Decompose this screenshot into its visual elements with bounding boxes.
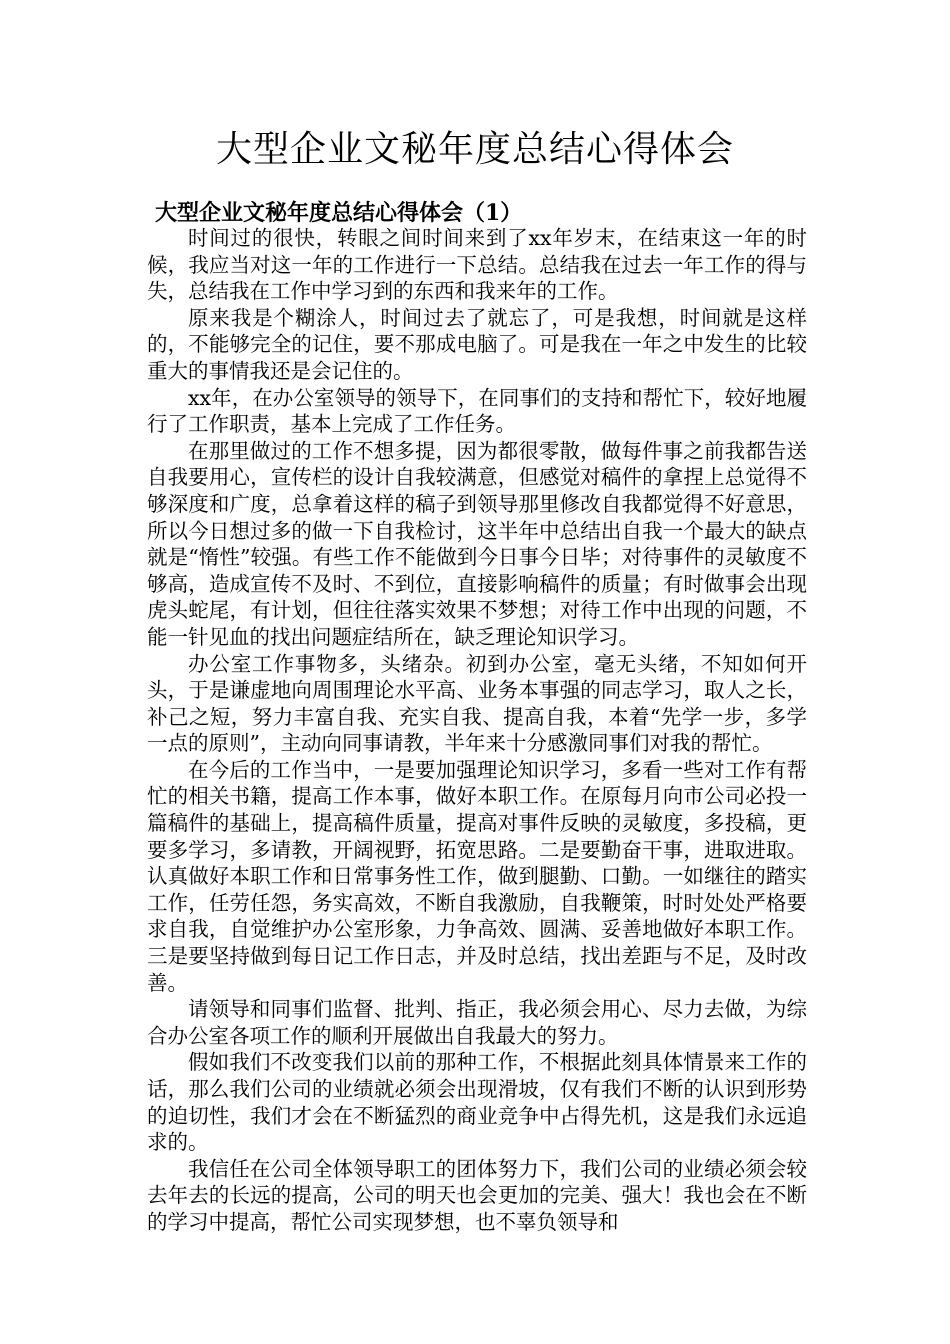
document-subtitle: 大型企业文秘年度总结心得体会（1） xyxy=(155,200,523,226)
paragraph: 在那里做过的工作不想多提，因为都很零散，做每件事之前我都告送自我要用心，宣传栏的设计自我较满意，但感觉对稿件的拿捏上总觉得不够深度和广度，总拿着这样的稿子到领导那里修改自我都觉得不好意思，所以今日想过多的做一下自我检讨，这半年中总结出自我一个最大的缺点就是“惰性”较强。有些工作不能做到今日事今日毕；对待事件的灵敏度不够高，造成宣传不及时、不到位，直接影响稿件的质量；有时做事会出现虎头蛇尾，有计划，但往往落实效果不梦想；对待工作中出现的问题，不能一针见血的找出问题症结所在，缺乏理论知识学习。 xyxy=(147,438,807,649)
paragraph: 时间过的很快，转眼之间时间来到了xx年岁末，在结束这一年的时候，我应当对这一年的工作进行一下总结。总结我在过去一年工作的得与失，总结我在工作中学习到的东西和我来年的工作。 xyxy=(147,226,807,304)
paragraph: 假如我们不改变我们以前的那种工作，不根据此刻具体情景来工作的话，那么我们公司的业绩就必须会出现滑坡，仅有我们不断的认识到形势的迫切性，我们才会在不断猛烈的商业竞争中占得先机，这是我们永远追求的。 xyxy=(147,1050,807,1155)
paragraph: 请领导和同事们监督、批判、指正，我必须会用心、尽力去做，为综合办公室各项工作的顺利开展做出自我最大的努力。 xyxy=(147,997,807,1048)
document-body xyxy=(147,225,807,1236)
paragraph: 原来我是个糊涂人，时间过去了就忘了，可是我想，时间就是这样的，不能够完全的记住，要不那成电脑了。可是我在一年之中发生的比较重大的事情我还是会记住的。 xyxy=(147,305,807,383)
paragraph: xx年，在办公室领导的领导下，在同事们的支持和帮忙下，较好地履行了工作职责，基本上完成了工作任务。 xyxy=(147,385,807,437)
paragraph: 我信任在公司全体领导职工的团体努力下，我们公司的业绩必须会较去年去的长远的提高，公司的明天也会更加的完美、强大！我也会在不断的学习中提高，帮忙公司实现梦想，也不辜负领导和 xyxy=(147,1156,807,1234)
paragraph: 在今后的工作当中，一是要加强理论知识学习，多看一些对工作有帮忙的相关书籍，提高工作本事，做好本职工作。在原每月向市公司必投一篇稿件的基础上，提高稿件质量，提高对事件反映的灵敏度，多投稿，更要多学习，多请教，开阔视野，拓宽思路。二是要勤奋干事，进取进取。认真做好本职工作和日常事务性工作，做到腿勤、口勤。一如继往的踏实工作，任劳任怨，务实高效，不断自我激励，自我鞭策，时时处处严格要求自我，自觉维护办公室形象，力争高效、圆满、妥善地做好本职工作。三是要坚持做到每日记工作日志，并及时总结，找出差距与不足，及时改善。 xyxy=(147,757,807,995)
paragraph: 办公室工作事物多，头绪杂。初到办公室，毫无头绪，不知如何开头，于是谦虚地向周围理论水平高、业务本事强的同志学习，取人之长，补己之短，努力丰富自我、充实自我、提高自我，本着“先学一步，多学一点的原则”，主动向同事请教，半年来十分感激同事们对我的帮忙。 xyxy=(147,651,807,756)
document-title: 大型企业文秘年度总结心得体会 xyxy=(215,129,734,170)
